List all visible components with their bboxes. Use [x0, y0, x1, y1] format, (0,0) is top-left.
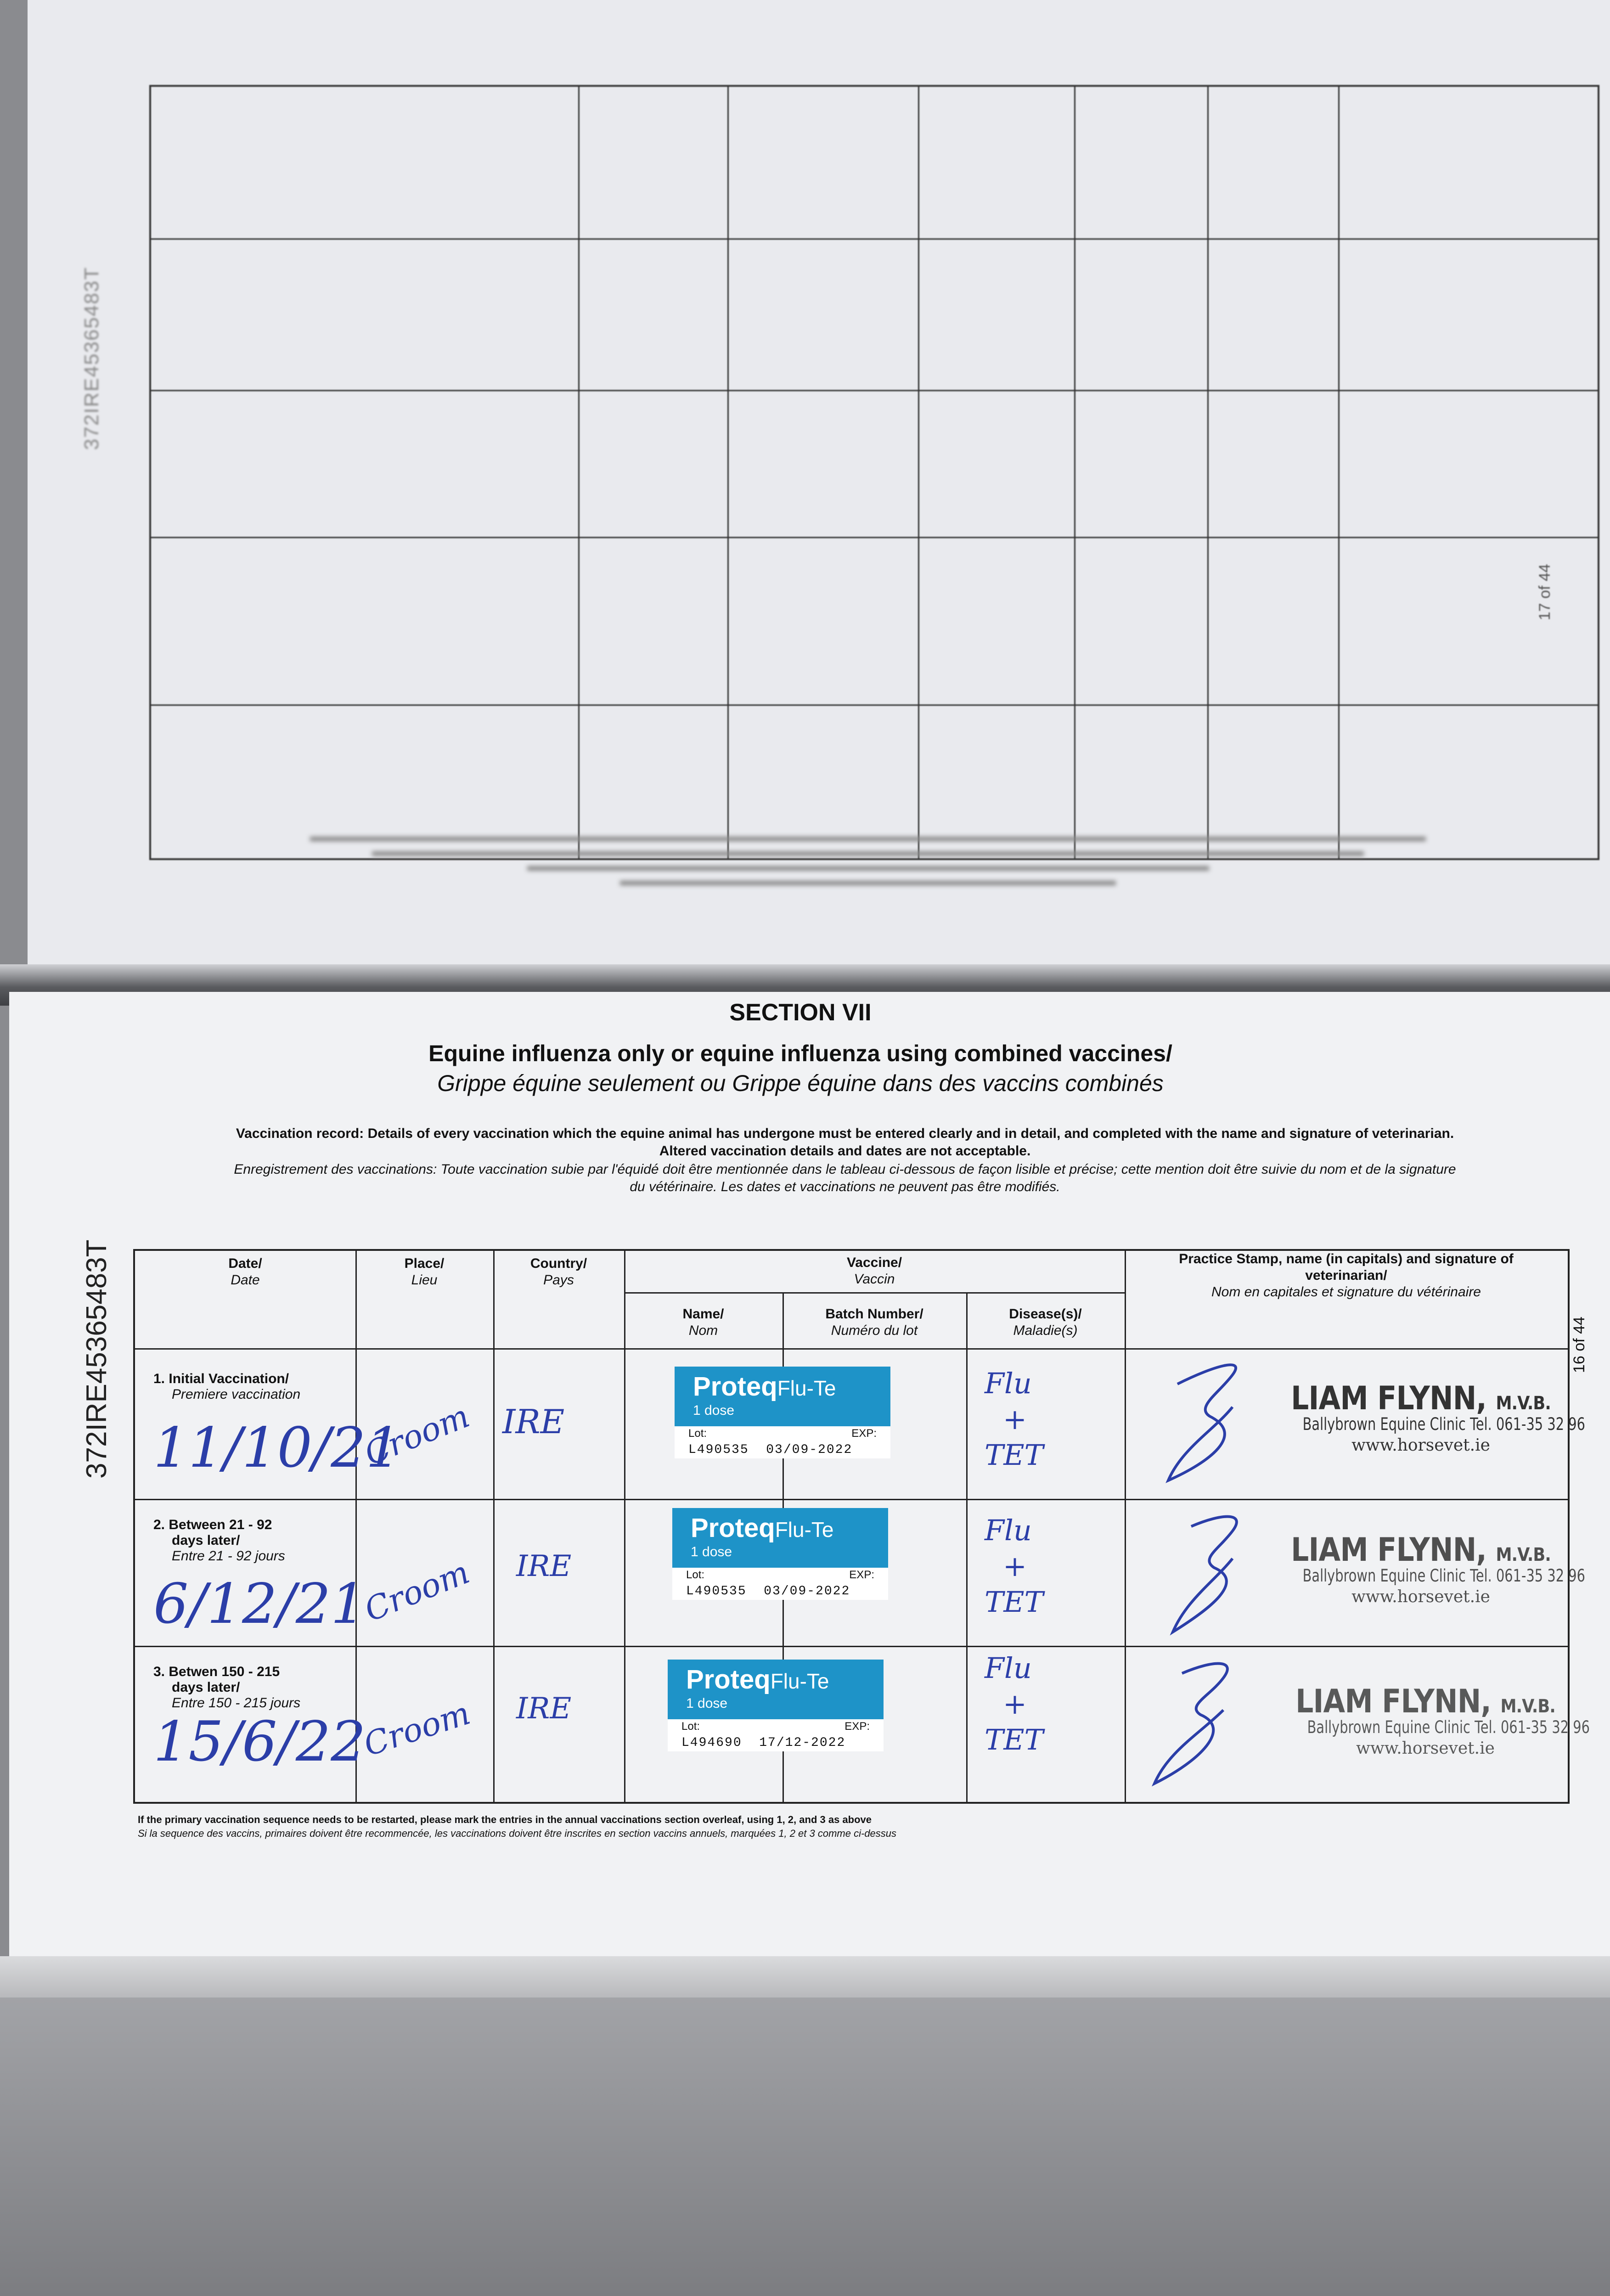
upper-page-blurred-text	[248, 827, 1488, 937]
row3-vaccine-product: Flu-Te	[770, 1669, 829, 1693]
row1-date: 11/10/21	[153, 1416, 401, 1480]
footnote-fr: Si la sequence des vaccins, primaires doivent être recommencée, les vaccinations doivent être inscrites en section vaccins annuels, marquées 1, 2 et 3 comme ci-dessus	[138, 1828, 897, 1839]
row2-label: 2. Between 21 - 92 days later/ Entre 21 - 92 jours	[153, 1517, 285, 1564]
row3-practice-stamp: LIAM FLYNN, M.V.B. Ballybrown Equine Clinic Tel. 061-35 32 96 www.horsevet.ie	[1295, 1683, 1590, 1758]
section-subtitle: Equine influenza only or equine influenza using combined vaccines/	[428, 1041, 1172, 1066]
header-batch-number: Batch Number/ Numéro du lot	[825, 1306, 923, 1338]
row3-vaccine-label	[668, 1660, 884, 1751]
vaccination-record-instructions-fr	[129, 1161, 1561, 1196]
record-fr-line2: du vétérinaire. Les dates et vaccinations ne peuvent pas être modifiés.	[630, 1179, 1060, 1194]
record-en-line1: Vaccination record: Details of every vaccination which the equine animal has undergone must be entered clearly and in detail, and completed with the name and signature of veterinarian.	[236, 1126, 1454, 1141]
row2-place: Croom	[359, 1553, 475, 1629]
row1-vaccine-brand: Proteq	[693, 1372, 777, 1401]
row2-lot-label: Lot:	[686, 1569, 705, 1581]
footnote-en: If the primary vaccination sequence needs to be restarted, please mark the entries in the annual vaccinations section overleaf, using 1, 2, and 3 as above	[138, 1814, 872, 1825]
record-fr-line1: Enregistrement des vaccinations: Toute vaccination subie par l'équidé doit être mentionnée dans le tableau ci-dessous de façon lisible et précise; cette mention doit être suivie du nom et de la signature	[234, 1162, 1456, 1177]
row2-vaccine-dose: 1 dose	[691, 1544, 732, 1559]
row1-exp-label: EXP:	[851, 1427, 877, 1440]
row3-exp-date: 17/12-2022	[759, 1736, 846, 1750]
upper-page-number: 17 of 44	[1536, 564, 1554, 620]
row3-lot-number: L494690	[681, 1736, 742, 1750]
upper-page-side-id: 372IRE45365483T	[80, 266, 103, 450]
row3-exp-label: EXP:	[844, 1720, 870, 1733]
row2-vaccine-label	[672, 1508, 888, 1600]
header-vaccine: Vaccine/ Vaccin	[846, 1255, 902, 1287]
row3-country: IRE	[516, 1692, 572, 1726]
section-title: SECTION VII	[729, 999, 872, 1026]
row2-country: IRE	[516, 1549, 572, 1583]
row1-disease: Flu + TET	[985, 1367, 1043, 1472]
row1-practice-stamp: LIAM FLYNN, M.V.B. Ballybrown Equine Clinic Tel. 061-35 32 96 www.horsevet.ie	[1291, 1379, 1585, 1455]
header-disease: Disease(s)/ Maladie(s)	[1009, 1306, 1082, 1338]
row3-label: 3. Betwen 150 - 215 days later/ Entre 150 - 215 jours	[153, 1664, 301, 1711]
page-bottom-edge	[0, 1956, 1610, 1998]
row3-vaccine-brand: Proteq	[686, 1665, 771, 1694]
upper-page-blank-table	[149, 85, 1599, 860]
row2-lot-number: L490535	[686, 1584, 747, 1598]
row3-disease: Flu + TET	[985, 1651, 1043, 1756]
header-practice-stamp: Practice Stamp, name (in capitals) and signature of veterinarian/ Nom en capitales et signature du vétérinaire	[1179, 1251, 1514, 1300]
row2-practice-stamp: LIAM FLYNN, M.V.B. Ballybrown Equine Clinic Tel. 061-35 32 96 www.horsevet.ie	[1291, 1531, 1585, 1606]
row3-date: 15/6/22	[153, 1710, 366, 1774]
row3-vaccine-dose: 1 dose	[686, 1696, 728, 1711]
row3-place: Croom	[359, 1694, 475, 1764]
row2-exp-date: 03/09-2022	[764, 1584, 850, 1598]
row2-vaccine-product: Flu-Te	[775, 1518, 834, 1542]
header-country: Country/ Pays	[530, 1256, 587, 1288]
row1-exp-date: 03/09-2022	[766, 1443, 853, 1457]
row3-lot-label: Lot:	[681, 1720, 700, 1733]
header-date: Date/ Date	[228, 1256, 262, 1288]
row2-date: 6/12/21	[153, 1572, 366, 1636]
row1-vaccine-label	[675, 1367, 890, 1458]
page-number: 16 of 44	[1571, 1317, 1588, 1373]
section-subtitle-fr: Grippe équine seulement ou Grippe équine dans des vaccins combinés	[437, 1070, 1164, 1096]
row1-country: IRE	[502, 1402, 565, 1441]
row2-disease: Flu + TET	[985, 1514, 1043, 1619]
row2-exp-label: EXP:	[849, 1569, 874, 1581]
row1-lot-number: L490535	[688, 1443, 749, 1457]
row1-vaccine-product: Flu-Te	[777, 1376, 836, 1400]
row1-lot-label: Lot:	[688, 1427, 707, 1440]
passport-side-id: 372IRE45365483T	[81, 1239, 113, 1479]
record-en-line2: Altered vaccination details and dates are not acceptable.	[659, 1143, 1031, 1159]
row2-vaccine-brand: Proteq	[691, 1513, 775, 1543]
vaccination-record-instructions	[129, 1125, 1561, 1160]
header-place: Place/ Lieu	[404, 1256, 445, 1288]
scanner-background	[0, 1998, 1610, 2296]
header-vaccine-name: Name/ Nom	[682, 1306, 724, 1338]
row1-label: 1. Initial Vaccination/ Premiere vaccination	[153, 1371, 301, 1402]
upper-page	[28, 0, 1610, 983]
row1-place: Croom	[359, 1397, 475, 1473]
row1-vaccine-dose: 1 dose	[693, 1403, 735, 1418]
